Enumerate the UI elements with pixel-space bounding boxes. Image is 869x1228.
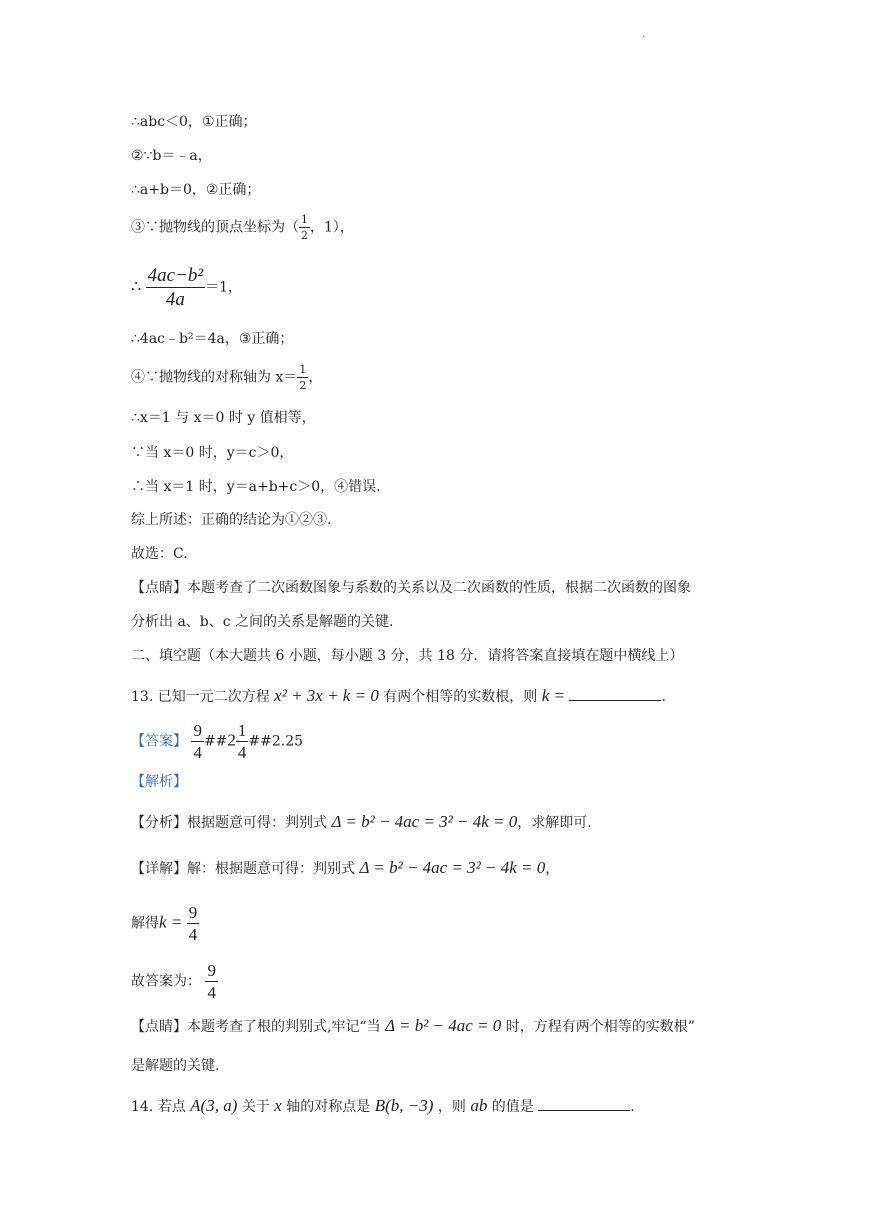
vertex-formula-fraction bbox=[146, 266, 205, 309]
fraction-denominator: 2 bbox=[301, 229, 308, 242]
analysis-label: 【解析】 bbox=[131, 774, 187, 790]
q14-x: x bbox=[274, 1096, 282, 1115]
q14-point-b: B(b, −3) bbox=[374, 1096, 434, 1115]
line-x1: ∴当 x＝1 时，y＝a+b+c＞0，④错误. bbox=[131, 479, 381, 495]
fraction-numerator: 9 bbox=[207, 961, 216, 980]
jiede-k: k = bbox=[159, 912, 183, 932]
q14-text-2: 关于 bbox=[241, 1099, 270, 1115]
q13-text-mid: 有两个相等的实数根，则 bbox=[383, 689, 538, 705]
vertex-text: ③∵抛物线的顶点坐标为（ bbox=[131, 219, 299, 236]
answer-decimal: ##2.25 bbox=[248, 733, 304, 750]
gu-answer-line bbox=[131, 962, 218, 1001]
line-choice: 故选：C. bbox=[131, 546, 188, 562]
answer-label: 【答案】 bbox=[131, 733, 187, 750]
q13-k: k = bbox=[541, 686, 566, 705]
fraction-numerator: 4ac−b² bbox=[147, 265, 204, 286]
dianjing-equation: Δ = b² − 4ac = 0 bbox=[385, 1016, 502, 1035]
gu-answer-label: 故答案为： bbox=[131, 973, 201, 990]
answer-separator: ## bbox=[203, 733, 228, 750]
fraction-numerator: 9 bbox=[188, 903, 198, 922]
q14-text-5: 的值是 bbox=[491, 1099, 534, 1115]
fenxi-line bbox=[131, 812, 592, 833]
axis-text: ④∵抛物线的对称轴为 x＝ bbox=[131, 369, 298, 386]
line-comment-1: 【点睛】本题考查了二次函数图象与系数的关系以及二次函数的性质，根据二次函数的图象 bbox=[131, 580, 691, 596]
question-14 bbox=[131, 1096, 635, 1117]
answer-fraction-2 bbox=[236, 722, 249, 761]
fraction-denominator: 4 bbox=[237, 743, 247, 762]
section-heading: 二、填空题（本大题共 6 小题，每小题 3 分，共 18 分．请将答案直接填在题中横线上） bbox=[131, 648, 684, 664]
answer-blank bbox=[569, 686, 661, 701]
dianjing-text: 【点睛】本题考查了根的判别式,牢记“当 bbox=[131, 1019, 381, 1035]
xiangjie-text-end: ， bbox=[545, 861, 560, 877]
line-b-eq: ②∵b＝﹣a， bbox=[131, 148, 212, 164]
fenxi-equation: Δ = b² − 4ac = 3² − 4k = 0 bbox=[331, 812, 518, 831]
dianjing-line-2: 是解题的关键. bbox=[131, 1058, 220, 1074]
line-summary: 综上所述：正确的结论为①②③. bbox=[131, 512, 332, 528]
line-4ac: ∴4ac﹣b²＝4a，③正确； bbox=[131, 331, 294, 347]
fraction-denominator: 4a bbox=[165, 289, 185, 310]
line-a-plus-b: ∴a+b＝0，②正确； bbox=[131, 182, 261, 198]
vertex-fraction bbox=[299, 214, 310, 241]
answer-blank bbox=[538, 1096, 630, 1111]
answer-line bbox=[131, 722, 303, 761]
answer-whole: 2 bbox=[227, 730, 236, 750]
fraction-denominator: 4 bbox=[188, 925, 198, 944]
q14-dot: . bbox=[630, 1099, 635, 1115]
line-axis bbox=[131, 364, 322, 391]
q13-end: . bbox=[661, 689, 666, 705]
jiede-text: 解得 bbox=[131, 915, 159, 932]
dianjing-text-end: 时，方程有两个相等的实数根” bbox=[505, 1019, 695, 1035]
q14-text: 14. 若点 bbox=[131, 1099, 186, 1115]
fraction-numerator: 1 bbox=[301, 213, 308, 226]
q14-text-4: ，则 bbox=[437, 1099, 466, 1115]
fraction-numerator: 1 bbox=[237, 721, 247, 740]
line-comment-2: 分析出 a、b、c 之间的关系是解题的关键. bbox=[131, 614, 394, 630]
fenxi-text: 【分析】根据题意可得：判别式 bbox=[131, 815, 327, 831]
fenxi-text-end: ，求解即可. bbox=[517, 815, 592, 831]
jiede-fraction bbox=[187, 904, 200, 943]
vertex-text-end: ，1）， bbox=[310, 219, 354, 236]
formula-end: ＝1， bbox=[205, 279, 243, 296]
fraction-numerator: 9 bbox=[193, 721, 202, 740]
xiangjie-line bbox=[131, 858, 559, 879]
therefore-symbol: ∴ bbox=[131, 276, 142, 296]
line-abc: ∴abc＜0，①正确； bbox=[131, 114, 257, 130]
gu-answer-fraction bbox=[205, 962, 218, 1001]
dianjing-line-1 bbox=[131, 1016, 695, 1037]
axis-text-end: ， bbox=[308, 369, 323, 386]
fraction-denominator: 4 bbox=[193, 743, 202, 762]
q14-ab: ab bbox=[470, 1096, 488, 1115]
line-x0: ∵当 x＝0 时，y＝c＞0， bbox=[131, 445, 294, 461]
q13-equation: x² + 3x + k = 0 bbox=[274, 686, 379, 705]
axis-fraction bbox=[297, 364, 308, 391]
answer-fraction-1 bbox=[191, 722, 204, 761]
q14-text-3: 轴的对称点是 bbox=[286, 1099, 371, 1115]
question-13 bbox=[131, 686, 666, 707]
line-vertex bbox=[131, 214, 354, 241]
jiede-line bbox=[131, 904, 199, 943]
line-vertex-formula bbox=[131, 266, 242, 309]
line-x-values: ∴x＝1 与 x＝0 时 y 值相等， bbox=[131, 410, 316, 426]
q13-text: 13. 已知一元二次方程 bbox=[131, 689, 270, 705]
page-marker: · bbox=[642, 32, 646, 43]
q14-point-a: A(3, a) bbox=[190, 1096, 238, 1115]
xiangjie-equation: Δ = b² − 4ac = 3² − 4k = 0 bbox=[359, 858, 546, 877]
xiangjie-text: 【详解】解：根据题意可得：判别式 bbox=[131, 861, 355, 877]
fraction-numerator: 1 bbox=[299, 363, 307, 376]
fraction-denominator: 4 bbox=[207, 983, 216, 1002]
fraction-denominator: 2 bbox=[299, 379, 307, 392]
